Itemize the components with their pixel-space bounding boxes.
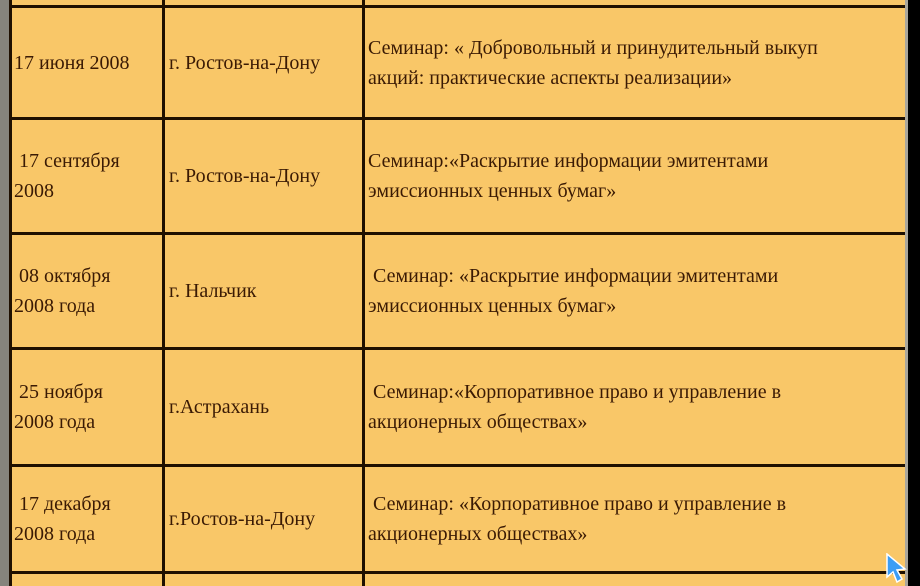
top-partial-row-city-cell xyxy=(165,0,365,8)
table-row-2-seminar-cell xyxy=(365,120,905,235)
table-row-1-city-cell xyxy=(165,8,365,120)
bottom-partial-row-city-cell xyxy=(165,574,365,586)
top-partial-row-seminar-cell xyxy=(365,0,905,8)
window-right-edge xyxy=(908,0,920,586)
table-row-3-seminar-cell xyxy=(365,235,905,350)
date-text: 17 сентября 2008 xyxy=(14,150,125,202)
city-text: г. Нальчик xyxy=(169,280,257,302)
table-row-2-date-cell xyxy=(12,120,165,235)
seminar-schedule-table xyxy=(9,0,908,586)
bottom-partial-row-seminar-cell xyxy=(365,574,905,586)
seminar-text: Семинар:«Раскрытие информации эмитентами эмиссионных ценных бумаг» xyxy=(368,150,774,202)
seminar-text: Семинар:«Корпоративное право и управление в акционерных обществах» xyxy=(368,381,787,433)
table-row-5-date-cell xyxy=(12,467,165,574)
table-row-3-date-cell xyxy=(12,235,165,350)
city-text: г.Астрахань xyxy=(169,396,270,418)
top-partial-row-date-cell xyxy=(12,0,165,8)
table-row-4-city-cell xyxy=(165,350,365,467)
city-text: г. Ростов-на-Дону xyxy=(169,51,321,74)
date-text: 08 октября 2008 года xyxy=(14,265,116,317)
table-row-3-city-cell xyxy=(165,235,365,350)
seminar-text: Семинар: «Раскрытие информации эмитентами эмиссионных ценных бумаг» xyxy=(368,265,784,317)
table-row-2-city-cell xyxy=(165,120,365,235)
seminar-text: Семинар: « Добровольный и принудительный выкуп акций: практические аспекты реализации» xyxy=(368,36,823,89)
table-row-1-seminar-cell xyxy=(365,8,905,120)
table-row-1-date-cell xyxy=(12,8,165,120)
date-text: 25 ноября 2008 года xyxy=(14,381,108,433)
table-row-4-date-cell xyxy=(12,350,165,467)
city-text: г. Ростов-на-Дону xyxy=(169,165,321,187)
date-text: 17 июня 2008 xyxy=(14,51,130,74)
seminar-text: Семинар: «Корпоративное право и управление в акционерных обществах» xyxy=(368,493,792,545)
table-row-4-seminar-cell xyxy=(365,350,905,467)
table-row-5-seminar-cell xyxy=(365,467,905,574)
bottom-partial-row-date-cell xyxy=(12,574,165,586)
window-left-gutter xyxy=(0,0,9,586)
table-row-5-city-cell xyxy=(165,467,365,574)
date-text: 17 декабря 2008 года xyxy=(14,493,116,545)
city-text: г.Ростов-на-Дону xyxy=(169,508,316,530)
